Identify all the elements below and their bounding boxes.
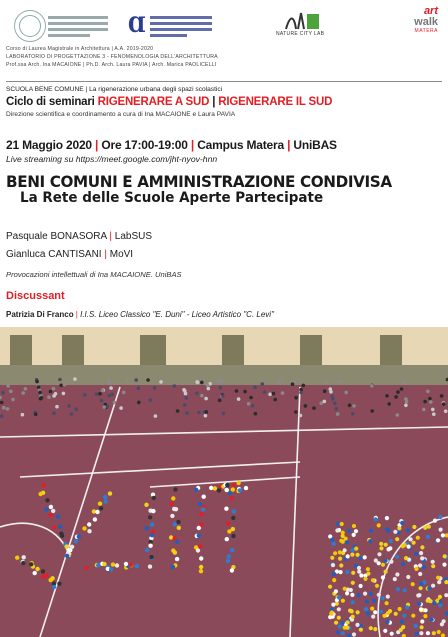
header-divider: [6, 81, 442, 82]
discussant-label: Discussant: [6, 290, 65, 302]
logo-strip: [0, 0, 448, 44]
course-line: Corso di Laurea Magistrale in Architettura | A.A. 2019-2020: [6, 46, 154, 52]
live-streaming-link[interactable]: Live streaming su https://meet.google.com/jht-nyov-hnn: [6, 154, 218, 164]
speaker-2-name: Gianluca CANTISANI: [6, 249, 102, 260]
lab-line: LABORATORIO DI PROGETTAZIONE 3 - FENOMENOLOGIA DELL'ARCHITETTURA: [6, 54, 218, 60]
event-datetime: [6, 138, 337, 152]
speaker-2-divider: |: [101, 249, 110, 260]
event-divider-2: |: [187, 138, 198, 152]
scuola-label: SCUOLA BENE COMUNE: [6, 86, 84, 93]
seminar-subtitle: La Rete delle Scuole Aperte Partecipate: [20, 190, 324, 206]
artwalk-logo-walk: walk: [414, 16, 438, 28]
artwalk-logo: [398, 6, 438, 40]
speaker-1-divider: |: [106, 231, 115, 242]
nature-city-lab-label: NATURE CITY LAB: [276, 31, 325, 37]
dicem-logo-icon: Ɑ: [128, 12, 146, 37]
event-place: Campus Matera: [197, 138, 284, 152]
event-org: UniBAS: [293, 138, 337, 152]
speaker-1-org: LabSUS: [114, 231, 153, 242]
scuola-subtitle: La rigenerazione urbana degli spazi scolastici: [89, 86, 223, 93]
university-name-logo-text: [48, 13, 108, 40]
scuola-divider: |: [85, 86, 88, 93]
discussant-name: Patrizia Di Franco: [6, 310, 74, 319]
discussant-school: I.I.S. Liceo Classico "E. Duni" - Liceo Artistico "C. Levi": [80, 310, 274, 319]
direction-credits: Direzione scientifica e coordinamento a cura di Ina MACAIONE e Laura PAVIA: [6, 111, 236, 118]
speaker-2-org: MoVI: [109, 249, 134, 260]
event-divider-3: |: [283, 138, 294, 152]
seminar-series-part2: RIGENERARE IL SUD: [218, 96, 333, 108]
scuola-line: [6, 86, 222, 93]
schoolyard-photo: [0, 327, 448, 637]
faculty-line: Prof.ssa Arch. Ina MACAIONE | Ph.D. Arch. Laura PAVIA | Arch. Marica PAOLICELLI: [6, 62, 217, 68]
discussant-line: [6, 310, 274, 319]
seminar-title: BENI COMUNI E AMMINISTRAZIONE CONDIVISA: [6, 172, 392, 191]
seminar-series-part1: RIGENERARE A SUD: [97, 96, 210, 108]
dicem-logo-text: [150, 13, 212, 40]
university-seal-logo: [14, 10, 46, 42]
artwalk-logo-city: MATERA: [414, 28, 438, 34]
artwalk-logo-art: art: [423, 5, 438, 17]
event-date: 21 Maggio 2020: [6, 138, 92, 152]
speaker-1: [6, 231, 152, 242]
seminar-series-prefix: Ciclo di seminari: [6, 96, 98, 108]
event-time: Ore 17:00-19:00: [101, 138, 188, 152]
discussant-divider: |: [73, 310, 81, 319]
seminar-series-divider: |: [209, 96, 219, 108]
seminar-series-title: [6, 96, 332, 108]
nature-city-lab-logo-icon: [282, 9, 322, 31]
provocations-credit: Provocazioni intellettuali di Ina MACAIONE. UniBAS: [6, 270, 182, 279]
speaker-1-name: Pasquale BONASORA: [6, 231, 107, 242]
speaker-2: [6, 249, 133, 260]
event-divider-1: |: [91, 138, 102, 152]
